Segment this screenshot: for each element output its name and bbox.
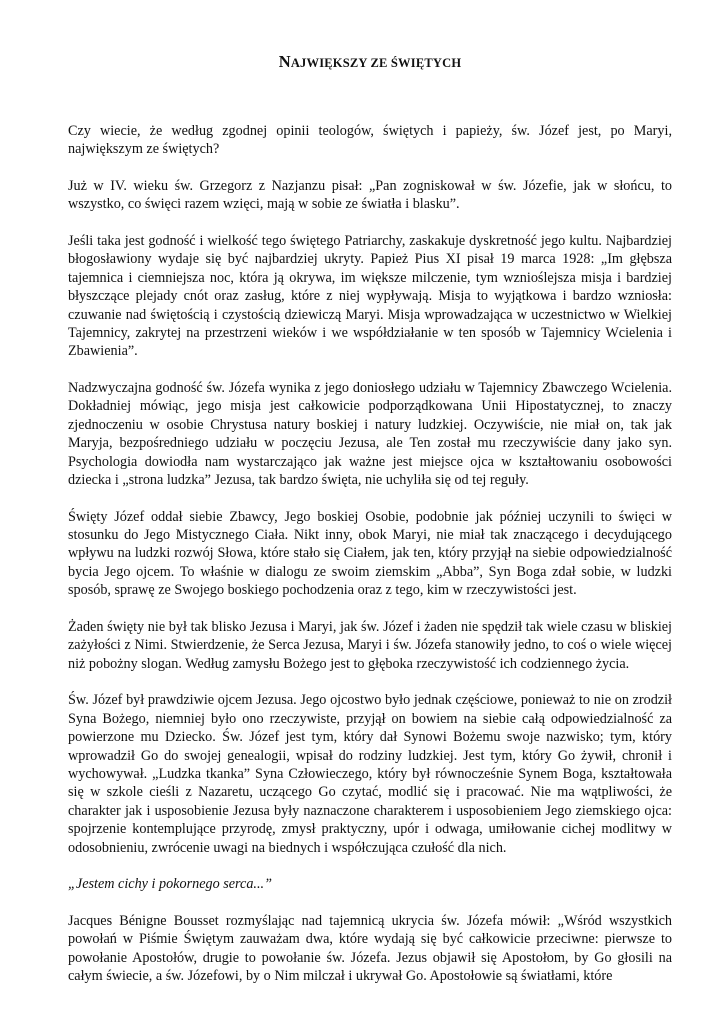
page-title — [68, 52, 672, 72]
document-body — [68, 122, 672, 1004]
title-small-caps: AJWIĘKSZY ZE ŚWIĘTYCH — [290, 56, 462, 70]
paragraph-bousset: Jacques Bénigne Bousset rozmyślając nad tajemnicą ukrycia św. Józefa mówił: „Wśród wszystkich powołań w Piśmie Świętym zauważam dwa, które wydają się być całkowicie przeciwne: pierwsze to powołanie Apostołów, drugie to powołanie św. Józefa. Jezus objawił się Apostołom, by Go głosili na całym świecie, a św. Józefowi, by o Nim milczał i ukrywał Go. Apostołowie są światłami, które — [68, 912, 672, 984]
section-heading-quote: „Jestem cichy i pokornego serca...” — [68, 876, 272, 893]
title-initial: N — [278, 52, 291, 71]
paragraph-closeness: Żaden święty nie był tak blisko Jezusa i Maryi, jak św. Józef i żaden nie spędził tak wiele czasu w bliskiej zażyłości z Nimi. Stwierdzenie, że Serca Jezusa, Maryi i św. Józefa stanowiły jedno, to coś o wiele więcej niż pobożny slogan. Według zamysłu Bożego jest to głęboka rzeczywistość ich codziennego życia. — [68, 618, 672, 672]
paragraph-intro-question: Czy wiecie, że według zgodnej opinii teologów, świętych i papieży, św. Józef jest, po Maryi, największym ze świętych? — [68, 123, 672, 158]
document-page — [68, 0, 672, 1024]
paragraph-pius-quote: Jeśli taka jest godność i wielkość tego świętego Patriarchy, zaskakuje dyskretność jego kultu. Najbardziej błogosławiony wydaje się być najbardziej ukryty. Papież Pius XI pisał 19 marca 1928: „Im głębsza tajemnica i ciemniejsza noc, która ją okrywa, im większe milczenie, tym wznioślejsza misja i bardziej błyszczące plejady cnót oraz zasług, które z niej wypływają. Misja to wyjątkowa i bardzo wzniosła: czuwanie nad świętością i czystością dziewiczą Maryi. Misja wprowadzająca w uczestnictwo w Wielkiej Tajemnicy, zakrytej na przestrzeni wieków i we współdziałanie w ten sposób w Tajemnicy Wcielenia i Zbawienia”. — [68, 233, 672, 360]
paragraph-saint-joseph-gave: Święty Józef oddał siebie Zbawcy, Jego boskiej Osobie, podobnie jak później uczynili to święci w stosunku do Jego Mistycznego Ciała. Nikt inny, obok Maryi, nie miał tak znaczącego i decydującego wpływu na ludzki rozwój Słowa, które stało się Ciałem, jak ten, który przyjął na siebie odpowiedzialność bycia Jego ojcem. To właśnie w dialogu ze swoim ziemskim „Abba”, Syn Boga zdał sobie, w ludzki sposób, sprawę ze Swojego boskiego pochodzenia oraz z tego, kim w rzeczywistości jest. — [68, 508, 672, 599]
paragraph-gregory-quote: Już w IV. wieku św. Grzegorz z Nazjanzu pisał: „Pan zogniskował w św. Józefie, jak w słońcu, to wszystko, co święci razem wzięci, mają w sobie ze światła i blasku”. — [68, 178, 672, 213]
paragraph-true-father: Św. Józef był prawdziwie ojcem Jezusa. Jego ojcostwo było jednak częściowe, ponieważ to nie on zrodził Syna Bożego, niemniej było ono rzeczywiste, przyjął on bowiem na siebie całą odpowiedzialność za powierzone mu Dziecko. Św. Józef jest tym, który dał Synowi Bożemu swoje nazwisko; tym, który wprowadził Go do swojej genealogii, wpisał do rodziny ludzkiej. Jest tym, który Go żywił, chronił i wychowywał. „Ludzka tkanka” Syna Człowieczego, który był równocześnie Synem Boga, kształtowała się w szkole cieśli z Nazaretu, uczącego Go czytać, modlić się i pracować. Nie ma wątpliwości, że charakter jak i usposobienie Jezusa były naznaczone charakterem i usposobieniem Jego ziemskiego ojca: spojrzenie kontemplujące przyrodę, zmysł praktyczny, upór i odwaga, umiłowanie cichej modlitwy w odosobnieniu, zwrócenie uwagi na biednych i współczująca czułość dla nich. — [68, 692, 672, 856]
paragraph-incarnation: Nadzwyczajna godność św. Józefa wynika z jego doniosłego udziału w Tajemnicy Zbawczego Wcielenia. Dokładniej mówiąc, jego misja jest całkowicie podporządkowana Unii Hipostatycznej, to znaczy zjednoczeniu w osobie Chrystusa natury boskiej i natury ludzkiej. Oczywiście, nie miał on, tak jak Maryja, bezpośredniego udziału w poczęciu Jezusa, ale Ten został mu rzeczywiście dany jako syn. Psychologia dowiodła nam wystarczająco jak ważne jest miejsce ojca w kształtowaniu osobowości dziecka i „strona ludzka” Jezusa, tak bardzo święta, nie uchyliła się od tej reguły. — [68, 380, 672, 489]
